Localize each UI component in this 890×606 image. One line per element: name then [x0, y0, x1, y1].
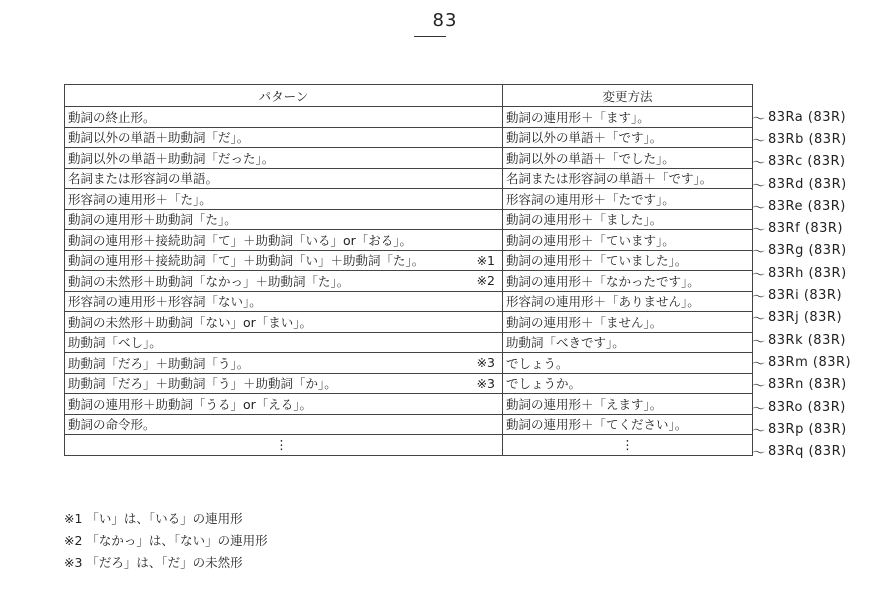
- reference-label: [752, 262, 851, 284]
- pattern-cell: [65, 127, 503, 148]
- leader-line-icon: 〜: [752, 245, 766, 261]
- method-cell: 動詞の連用形＋「ます」。: [503, 107, 753, 128]
- pattern-text: 動詞の連用形＋助動詞「た」。: [68, 212, 237, 228]
- pattern-text: 動詞の連用形＋接続助詞「て」＋助動詞「いる」or「おる」。: [68, 232, 413, 248]
- method-cell: でしょうか。: [503, 373, 753, 394]
- pattern-table: [64, 84, 753, 456]
- reference-text: 83Rq (83R): [768, 444, 847, 460]
- leader-line-icon: 〜: [752, 290, 766, 306]
- reference-text: 83Rn (83R): [768, 377, 847, 393]
- method-cell: 形容詞の連用形＋「ありません」。: [503, 291, 753, 312]
- pattern-cell: [65, 353, 503, 374]
- pattern-cell: [65, 271, 503, 292]
- reference-label: [752, 106, 851, 128]
- method-cell: 助動詞「べきです」。: [503, 332, 753, 353]
- reference-label: [752, 440, 851, 462]
- pattern-cell: [65, 312, 503, 333]
- leader-line-icon: 〜: [752, 200, 766, 216]
- leader-line-icon: 〜: [752, 379, 766, 395]
- pattern-text: 助動詞「だろ」＋助動詞「う」。: [68, 355, 250, 371]
- footnote-1: ※1 「い」は、「いる」の連用形: [64, 511, 243, 526]
- reference-label: [752, 173, 851, 195]
- reference-label: [752, 329, 851, 351]
- pattern-text: 助動詞「べし」。: [68, 335, 162, 351]
- table-row: [65, 168, 753, 189]
- reference-text: 83Rc (83R): [768, 154, 846, 170]
- pattern-cell: [65, 107, 503, 128]
- method-cell: 動詞の連用形＋「ません」。: [503, 312, 753, 333]
- method-cell: 動詞の連用形＋「てください」。: [503, 414, 753, 435]
- method-cell: 動詞の連用形＋「ています」。: [503, 230, 753, 251]
- pattern-cell: [65, 394, 503, 415]
- pattern-note-mark: ※3: [476, 355, 495, 371]
- reference-label: [752, 240, 851, 262]
- figure-number: 83: [432, 10, 458, 31]
- reference-text: 83Rg (83R): [768, 243, 847, 259]
- pattern-note-mark: ※1: [476, 252, 495, 268]
- table-row: [65, 373, 753, 394]
- pattern-text: 動詞以外の単語＋助動詞「だった」。: [68, 150, 275, 166]
- pattern-cell: [65, 435, 503, 456]
- reference-label: [752, 284, 851, 306]
- pattern-text: 助動詞「だろ」＋助動詞「う」＋助動詞「か」。: [68, 376, 337, 392]
- pattern-cell: [65, 332, 503, 353]
- leader-line-icon: 〜: [752, 267, 766, 283]
- table-row: [65, 209, 753, 230]
- table-row: [65, 148, 753, 169]
- reference-label: [752, 195, 851, 217]
- table-row: [65, 312, 753, 333]
- leader-line-icon: 〜: [752, 133, 766, 149]
- leader-line-icon: 〜: [752, 156, 766, 172]
- pattern-cell: [65, 373, 503, 394]
- table-row: [65, 332, 753, 353]
- table-row: [65, 394, 753, 415]
- leader-line-icon: 〜: [752, 401, 766, 417]
- table-row: [65, 127, 753, 148]
- pattern-cell: [65, 291, 503, 312]
- method-cell: 動詞以外の単語＋「でした」。: [503, 148, 753, 169]
- pattern-text: 形容詞の連用形＋「た」。: [68, 191, 212, 207]
- leader-line-icon: 〜: [752, 356, 766, 372]
- pattern-text: ⋮: [275, 437, 288, 453]
- table-row: [65, 107, 753, 128]
- reference-label: [752, 374, 851, 396]
- reference-label: [752, 418, 851, 440]
- pattern-text: 動詞の連用形＋接続助詞「て」＋助動詞「い」＋助動詞「た」。: [68, 253, 425, 269]
- pattern-note-mark: ※2: [476, 273, 495, 289]
- pattern-cell: [65, 209, 503, 230]
- table-row: [65, 291, 753, 312]
- leader-line-icon: 〜: [752, 111, 766, 127]
- leader-line-icon: 〜: [752, 423, 766, 439]
- pattern-cell: [65, 414, 503, 435]
- method-cell: 動詞の連用形＋「ました」。: [503, 209, 753, 230]
- method-cell: 名詞または形容詞の単語＋「です」。: [503, 168, 753, 189]
- pattern-text: 動詞の未然形＋助動詞「なかっ」＋助動詞「た」。: [68, 273, 350, 289]
- reference-label: [752, 128, 851, 150]
- reference-text: 83Rb (83R): [768, 131, 847, 147]
- reference-text: 83Rj (83R): [768, 310, 843, 326]
- reference-text: 83Rm (83R): [768, 354, 852, 370]
- method-cell: でしょう。: [503, 353, 753, 374]
- reference-label: [752, 396, 851, 418]
- table-row: [65, 189, 753, 210]
- header-method: 変更方法: [503, 85, 753, 107]
- method-cell: 動詞以外の単語＋「です」。: [503, 127, 753, 148]
- leader-line-icon: 〜: [752, 334, 766, 350]
- leader-line-icon: 〜: [752, 223, 766, 239]
- pattern-text: 動詞以外の単語＋助動詞「だ」。: [68, 130, 250, 146]
- pattern-cell: [65, 168, 503, 189]
- reference-text: 83Ro (83R): [768, 399, 846, 415]
- leader-line-icon: 〜: [752, 178, 766, 194]
- table-row: [65, 353, 753, 374]
- reference-label: [752, 351, 851, 373]
- pattern-text: 名詞または形容詞の単語。: [68, 171, 219, 187]
- header-pattern: パターン: [65, 85, 503, 107]
- table-header-row: [65, 85, 753, 107]
- reference-text: 83Ra (83R): [768, 109, 847, 125]
- pattern-cell: [65, 189, 503, 210]
- reference-text: 83Re (83R): [768, 198, 846, 214]
- method-cell: 形容詞の連用形＋「たです」。: [503, 189, 753, 210]
- method-cell: ⋮: [503, 435, 753, 456]
- pattern-cell: [65, 250, 503, 271]
- method-cell: 動詞の連用形＋「なかったです」。: [503, 271, 753, 292]
- table-row: [65, 271, 753, 292]
- table-row: [65, 230, 753, 251]
- footnote-3: ※3 「だろ」は、「だ」の未然形: [64, 555, 243, 570]
- leader-line-icon: 〜: [752, 312, 766, 328]
- pattern-cell: [65, 230, 503, 251]
- pattern-cell: [65, 148, 503, 169]
- table-row: [65, 435, 753, 456]
- reference-label: [752, 217, 851, 239]
- reference-text: 83Rh (83R): [768, 265, 847, 281]
- reference-text: 83Ri (83R): [768, 288, 843, 304]
- table-row: [65, 414, 753, 435]
- pattern-text: 動詞の未然形＋助動詞「ない」or「まい」。: [68, 314, 313, 330]
- pattern-note-mark: ※3: [476, 375, 495, 391]
- pattern-text: 形容詞の連用形＋形容詞「ない」。: [68, 294, 262, 310]
- footnotes: [64, 508, 268, 574]
- method-cell: 動詞の連用形＋「えます」。: [503, 394, 753, 415]
- pattern-text: 動詞の命令形。: [68, 417, 156, 433]
- table-row: [65, 250, 753, 271]
- reference-label: [752, 307, 851, 329]
- footnote-2: ※2 「なかっ」は、「ない」の連用形: [64, 533, 268, 548]
- reference-label: [752, 151, 851, 173]
- reference-labels: [752, 106, 851, 463]
- pattern-text: 動詞の連用形＋助動詞「うる」or「える」。: [68, 396, 313, 412]
- reference-text: 83Rd (83R): [768, 176, 847, 192]
- reference-text: 83Rp (83R): [768, 421, 847, 437]
- method-cell: 動詞の連用形＋「ていました」。: [503, 250, 753, 271]
- figure-number-underline: [414, 36, 446, 37]
- reference-text: 83Rf (83R): [768, 221, 844, 237]
- leader-line-icon: 〜: [752, 446, 766, 462]
- reference-text: 83Rk (83R): [768, 332, 846, 348]
- pattern-text: 動詞の終止形。: [68, 109, 156, 125]
